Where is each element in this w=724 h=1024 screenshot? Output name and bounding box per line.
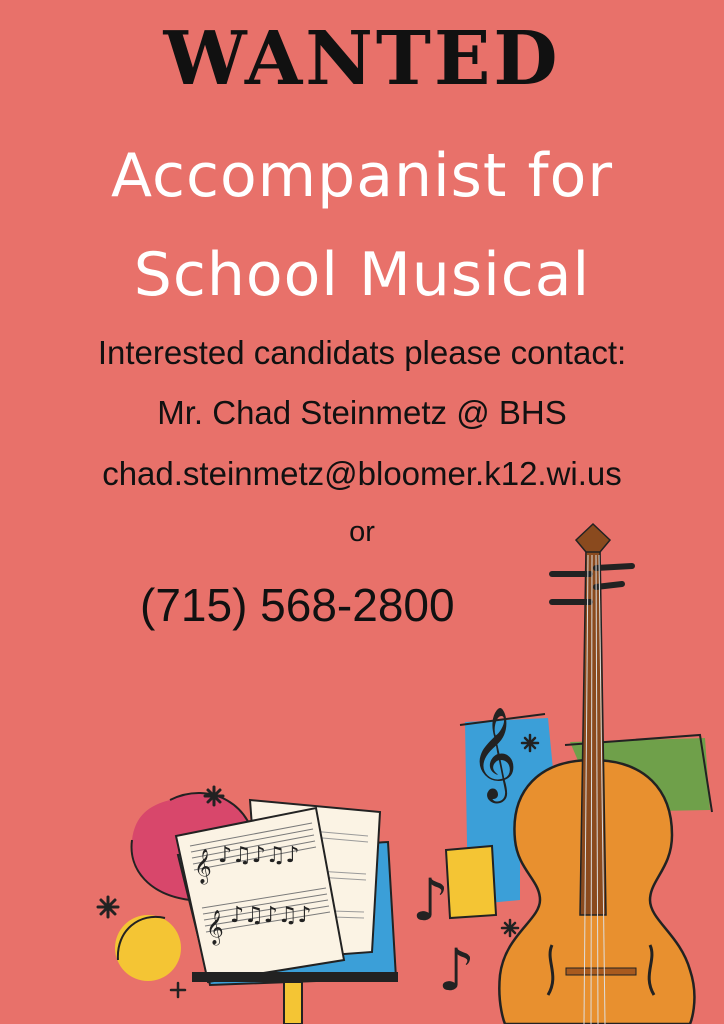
separator-or: or <box>349 516 375 548</box>
sparkle-icon <box>522 735 538 751</box>
music-stand-pole <box>284 982 302 1024</box>
svg-text:♪♫♪♫♪: ♪♫♪♫♪ <box>230 903 312 928</box>
treble-clef-icon: 𝄞 <box>470 706 518 799</box>
contact-email[interactable]: chad.steinmetz@bloomer.k12.wi.us <box>102 455 622 492</box>
music-stand-ledge <box>192 972 398 982</box>
eighth-note-icon: ♪ <box>438 936 476 1004</box>
subtitle-line-1: Accompanist for <box>110 141 614 211</box>
svg-text:♪♫♪♫♪: ♪♫♪♫♪ <box>218 843 300 868</box>
sparkle-icon <box>205 787 223 805</box>
cello-bridge <box>566 968 636 975</box>
sparkle-icon <box>502 920 518 936</box>
svg-text:𝄞: 𝄞 <box>194 849 212 884</box>
contact-prompt: Interested candidats please contact: <box>97 334 627 371</box>
contact-phone[interactable]: (715) 568-2800 <box>140 579 455 631</box>
yellow-blob <box>115 915 181 981</box>
sparkle-icon <box>171 983 185 997</box>
subtitle-line-2: School Musical <box>133 240 591 310</box>
contact-name: Mr. Chad Steinmetz @ BHS <box>157 394 567 431</box>
headline: WANTED <box>163 16 561 102</box>
svg-text:𝄞: 𝄞 <box>206 910 224 945</box>
sparkle-icon <box>98 897 118 917</box>
eighth-note-icon: ♪ <box>412 866 450 934</box>
cello-scroll <box>576 524 610 552</box>
music-stand-illustration <box>98 787 398 1024</box>
yellow-square <box>446 846 496 918</box>
cello-illustration <box>412 524 712 1024</box>
